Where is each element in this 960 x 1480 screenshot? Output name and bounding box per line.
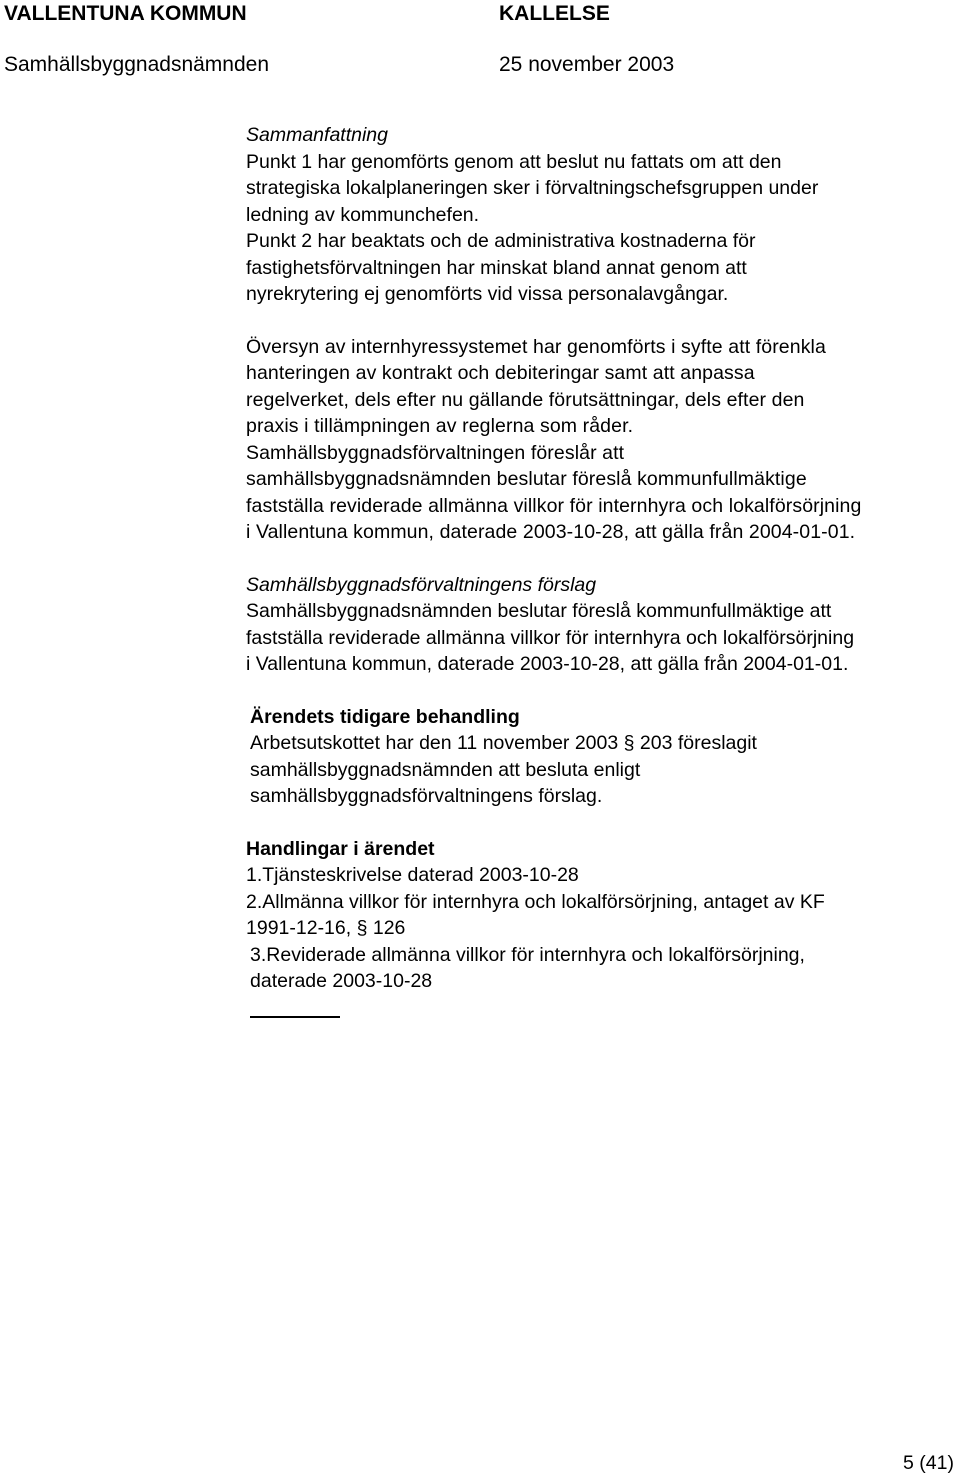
overview-line: i Vallentuna kommun, daterade 2003-10-28, att gälla från 2004-01-01. [246, 521, 856, 543]
document-item: 1.Tjänsteskrivelse daterad 2003-10-28 [246, 864, 579, 886]
document-item: 3.Reviderade allmänna villkor för internhyra och lokalförsörjning, [250, 943, 805, 966]
summary-heading: Sammanfattning [246, 124, 388, 146]
overview-line: samhällsbyggnadsnämnden beslutar föreslå kommunfullmäktige [246, 468, 807, 490]
summary-section [246, 122, 958, 308]
document-item-continued: daterade 2003-10-28 [250, 970, 433, 992]
overview-section [246, 334, 958, 546]
history-section [246, 704, 958, 810]
proposal-line: Samhällsbyggnadsnämnden beslutar föreslå kommunfullmäktige att [246, 600, 832, 622]
section-symbol: § [356, 917, 368, 939]
history-line: samhällsbyggnadsförvaltningens förslag. [250, 785, 603, 807]
overview-line: fastställa reviderade allmänna villkor för internhyra och lokalförsörjning [246, 494, 862, 517]
history-heading: Ärendets tidigare behandling [250, 705, 520, 728]
summary-line: fastighetsförvaltningen har minskat bland annat genom att [246, 256, 747, 279]
document-type: KALLELSE [499, 2, 610, 25]
meeting-date: 25 november 2003 [499, 53, 675, 76]
section-symbol: § [623, 732, 635, 754]
documents-heading: Handlingar i ärendet [246, 837, 435, 860]
overview-line: hanteringen av kontrakt och debiteringar samt att anpassa [246, 362, 755, 384]
summary-line: ledning av kommunchefen. [246, 203, 480, 226]
overview-line: regelverket, dels efter nu gällande förutsättningar, dels efter den [246, 388, 805, 411]
history-line: Arbetsutskottet har den 11 november 2003 § 203 föreslagit [250, 732, 757, 754]
document-body [246, 122, 958, 995]
summary-line: strategiska lokalplaneringen sker i förvaltningschefsgruppen under [246, 177, 819, 199]
page-number: 5 (41) [903, 1452, 954, 1474]
end-rule [250, 1016, 340, 1018]
proposal-line: fastställa reviderade allmänna villkor för internhyra och lokalförsörjning [246, 626, 855, 649]
document-item: 2.Allmänna villkor för internhyra och lokalförsörjning, antaget av KF [246, 890, 825, 913]
history-line: samhällsbyggnadsnämnden att besluta enligt [250, 758, 641, 781]
proposal-section [246, 572, 958, 678]
documents-section [246, 836, 958, 995]
document-item-continued: 1991-12-16, § 126 [246, 917, 406, 939]
overview-line: praxis i tillämpningen av reglerna som råder. [246, 415, 634, 437]
summary-line: Punkt 1 har genomförts genom att beslut nu fattats om att den [246, 150, 782, 173]
organization-name: VALLENTUNA KOMMUN [4, 2, 247, 25]
proposal-line: i Vallentuna kommun, daterade 2003-10-28, att gälla från 2004-01-01. [246, 653, 849, 675]
overview-line: Översyn av internhyressystemet har genomförts i syfte att förenkla [246, 335, 826, 358]
proposal-heading: Samhällsbyggnadsförvaltningens förslag [246, 573, 597, 596]
summary-line: Punkt 2 har beaktats och de administrativa kostnaderna för [246, 230, 756, 252]
summary-line: nyrekrytering ej genomförts vid vissa personalavgångar. [246, 283, 729, 305]
overview-line: Samhällsbyggnadsförvaltningen föreslår att [246, 441, 625, 464]
committee-name: Samhällsbyggnadsnämnden [4, 53, 270, 76]
